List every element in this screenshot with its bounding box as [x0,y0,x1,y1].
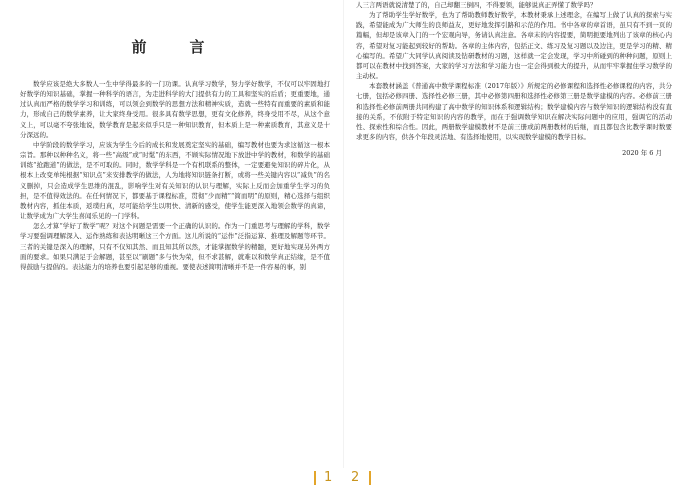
page-footer [0,468,691,487]
page-title: 前 言 [131,38,219,56]
left-page [20,0,330,468]
right-page [356,0,672,468]
divider-bar [314,471,316,485]
date-line: 2020 年 6 月 [622,149,662,158]
paragraph: 本套教材涵盖《普通高中数学课程标准（2017年版）》所规定的必修课程和选择性必修课程的内容，共分七册，包括必修四册、选择性必修三册，其中必修第四册和选择性必修第三册是数学建模的内容。必修前三册和选择性必修前两册共同构建了高中数学的知识体系和逻辑结构；数学建模内容与数学知识的逻辑结构没有直接的关系，不依附于特定知识的内容的教学，而在于强调数学知识在解决实际问题中的应用，强调它的活动性、探索性和综合性。因此，两册数学建模教材不是前三册或前两册教材的后继，而且都包含比教学课时数要求更多的内容，供各个年段灵活地、有选择地使用，以实现数学建模的教学目标。 [356,82,672,142]
paragraph: 中学阶段的数学学习，应该为学生今后的成长和发展奠定坚实的基础，编写教材也要为求这循这一根本宗旨。那种以种种名义，将一些“高级”或“时髦”的东西，不顾实际情况地下放进中学的教材，和数学的基础训练“抢跑道”的做法，是不可取的。同时，数学学科是一个有机联系的整体，一定要避免知识的碎片化，从根本上改变单纯根据“知识点”来安排教学的做法，人为地将知识链条打断，或将一些关键内容以“减负”的名义删掉，只会造成学生思维的混乱，影响学生对有关知识的认识与理解，实际上反而会加重学生学习的负担，是不值得效法的。在任何情况下，都要基于课程标准，贯彻“少而精”“简而明”的原则，精心选择与组织教材内容，抓住本质，返璞归真，尽可能给学生以明快、清新的感受，使学生能更深入地领会数学的真谛，让数学成为广大学生喜闻乐见的一门学科。 [20,140,330,221]
page-gutter [343,0,344,468]
page-number-right: 2 [351,470,360,485]
paragraph: 怎么才算“学好了数学”呢？对这个问题是需要一个正确的认识的。作为一门重思考与理解的学科，数学学习要强调理解深入、运作熟练和表达明晰这三个方面。这儿所说的“运作”泛指运算、推理及解题等环节。三者的关键是深入的理解，只有不仅知其然、而且知其所以然，才能掌握数学的精髓，更好地实现另外两方面的要求。如果只满足于会解题，甚至以“刷题”多与快为荣，但不求甚解，就难以和数学真正结缘，是不值得鼓励与提倡的。表达能力的培养也要引起足够的重视。要使表述简明清晰并不是一件容易的事，别 [20,222,330,271]
page-number-left: 1 [324,470,333,485]
divider-bar [369,471,371,485]
paragraph: 人三言两语就说清楚了的，自己却翻三倒四，不得要领，能够说真正弄懂了数学吗？ [356,1,597,9]
paragraph: 为了帮助学生学好数学，也为了帮助教师教好数学，本教材秉承上述理念，在编写上做了认真的探索与实践，希望能成为广大师生的良师益友，更好地发挥引路和示范的作用。书中各章的章首语，虽只有不到一页的篇幅，但却是该章入门的一个宏观向导，务请认真注意。各章末的内容提要，简明扼要地列出了该章的核心内容，希望对复习能起到较好的帮助。各章的主体内容，包括正文、练习及复习题以及边注，更是学习的精、精心编写的。希望广大同学认真阅读及钻研教材的习题，这样就一定会发现，学习中所碰到的种种问题，原则上都可以在教材中找到答案，大家的学习方法和学习能力也一定会得到极大的提升，从而牢牢掌握住学习数学的主动权。 [356,11,672,81]
paragraph: 数学应该是绝大多数人一生中学得最多的一门功课。认真学习数学，努力学好数学，不仅可以牢固地打好数学的知识基础，掌握一种科学的语言，为走进科学的大门提供有力的工具和坚实的后盾；更重要地，通过认真而严格的数学学习和训练，可以领会到数学的思想方法和精神实质，造就一些特有而重要的素质和能力，形成自己的数学素养，让大家终身受用。很多具有数学思想，更有文化修养，终身受用不尽，从这个意义上，可以毫不夸张地说，数学教育是起来似乎只是一种知识教育，但本质上是一种素质教育，其意义是十分深远的。 [20,80,330,139]
